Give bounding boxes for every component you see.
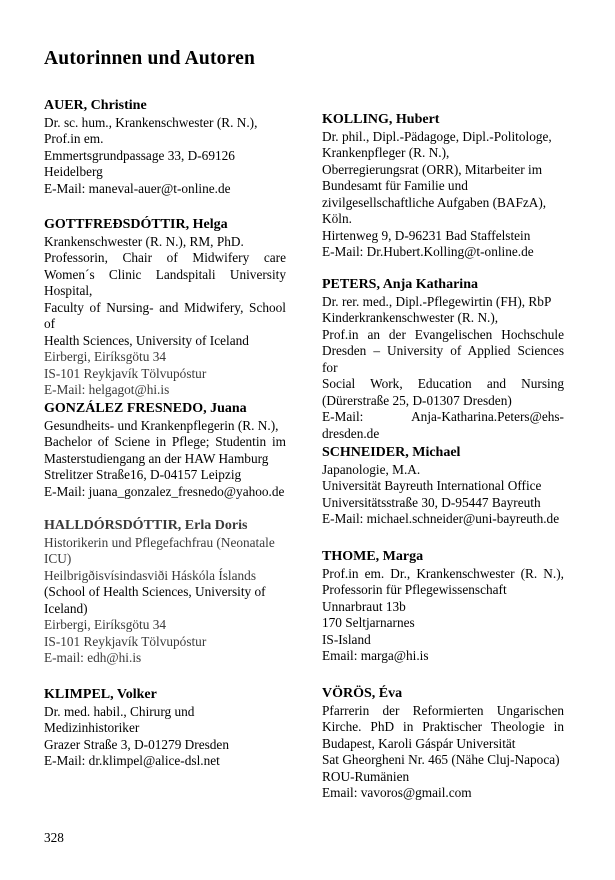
author-details xyxy=(322,294,564,443)
author-name: KLIMPEL, Volker xyxy=(44,687,157,702)
author-detail-line: Strelitzer Straße16, D-04157 Leipzig xyxy=(44,467,242,482)
author-name: HALLDÓRSDÓTTIR, Erla Doris xyxy=(44,518,248,533)
author-detail-line: E-Mail: maneval-auer@t-online.de xyxy=(44,180,231,196)
author-detail-line: Universität Bayreuth International Office xyxy=(322,478,542,493)
author-detail-line: Emmertsgrundpassage 33, D-69126 xyxy=(44,147,235,163)
author-detail-line: Heilbrigðisvísindasviði Háskóla Íslands xyxy=(44,567,256,583)
author-entry xyxy=(44,217,286,399)
author-detail-line: Köln. xyxy=(322,211,352,226)
author-details xyxy=(44,418,286,501)
author-detail-line: Budapest, Karoli Gáspár Universität xyxy=(322,735,516,751)
author-detail-line: Prof.in em. xyxy=(44,131,104,146)
author-detail-line: E-Mail: dr.klimpel@alice-dsl.net xyxy=(44,753,220,768)
author-details xyxy=(322,129,564,261)
author-details xyxy=(44,234,286,399)
author-detail-line: Kirche. PhD in Praktischer Theologie in xyxy=(322,719,564,734)
author-detail-line: Eirbergi, Eiríksgötu 34 xyxy=(44,617,166,632)
author-detail-line: Eirbergi, Eiríksgötu 34 xyxy=(44,349,166,364)
author-detail-line: E-Mail: Dr.Hubert.Kolling@t-online.de xyxy=(322,244,534,259)
author-detail-line: Oberregierungsrat (ORR), Mitarbeiter im xyxy=(322,161,543,177)
author-detail-line: Sat Gheorgheni Nr. 465 (Nähe Cluj-Napoca) xyxy=(322,752,560,767)
author-details xyxy=(44,115,286,198)
author-details xyxy=(322,703,564,802)
page-number: 328 xyxy=(44,830,64,845)
author-details xyxy=(322,566,564,665)
author-detail-line: Dresden – University of Applied Sciences for xyxy=(322,343,564,375)
author-detail-line: Dr. sc. hum., Krankenschwester (R. N.), xyxy=(44,114,258,130)
author-detail-line: Historikerin und Pflegefachfrau (Neonatale xyxy=(44,534,275,550)
author-detail-line: Grazer Straße 3, D-01279 Dresden xyxy=(44,736,229,752)
author-detail-line: ROU-Rumänien xyxy=(322,768,410,784)
author-entry xyxy=(44,401,286,500)
author-entry xyxy=(322,549,564,665)
author-detail-line: zivilgesellschaftliche Aufgaben (BAFzA), xyxy=(322,194,547,210)
author-name: VÖRÖS, Éva xyxy=(322,686,403,701)
author-detail-line: Dr. phil., Dipl.-Pädagoge, Dipl.-Politologe, xyxy=(322,128,552,144)
author-detail-line: Japanologie, M.A. xyxy=(322,461,421,477)
author-name: GOTTFREÐSDÓTTIR, Helga xyxy=(44,217,228,232)
author-entry xyxy=(44,98,286,197)
author-detail-line: Hirtenweg 9, D-96231 Bad Staffelstein xyxy=(322,227,531,243)
author-detail-line: Email: vavoros@gmail.com xyxy=(322,785,472,800)
author-name: THOME, Marga xyxy=(322,549,424,564)
author-name: KOLLING, Hubert xyxy=(322,112,440,127)
author-detail-line: Social Work, Education and Nursing xyxy=(322,376,564,391)
author-name: SCHNEIDER, Michael xyxy=(322,445,461,460)
author-detail-line: IS-101 Reykjavík Tölvupóstur xyxy=(44,365,207,381)
author-detail-line: Prof.in an der Evangelischen Hochschule xyxy=(322,326,564,342)
author-name: PETERS, Anja Katharina xyxy=(322,277,478,292)
author-detail-line: Women´s Clinic Landspitali University xyxy=(44,266,286,282)
author-detail-line: 170 Seltjarnarnes xyxy=(322,615,415,630)
author-detail-line: Krankenschwester (R. N.), RM, PhD. xyxy=(44,233,244,249)
author-detail-line: Masterstudiengang an der HAW Hamburg xyxy=(44,450,269,466)
author-detail-line: Bachelor of Sciene in Pflege; Studentin im xyxy=(44,434,286,449)
author-entry xyxy=(44,518,286,667)
author-detail-line: E-Mail: helgagot@hi.is xyxy=(44,382,170,397)
author-detail-line: Unnarbraut 13b xyxy=(322,598,406,614)
author-detail-line: IS-Island xyxy=(322,631,371,647)
author-detail-line: Pfarrerin der Reformierten Ungarischen xyxy=(322,702,564,718)
author-detail-line: Kinderkrankenschwester (R. N.), xyxy=(322,310,499,325)
author-detail-line: dresden.de xyxy=(322,425,380,441)
author-details xyxy=(44,535,286,667)
author-detail-line: Prof.in em. Dr., Krankenschwester (R. N.), xyxy=(322,565,564,581)
author-detail-line: Faculty of Nursing- and Midwifery, School of xyxy=(44,299,286,331)
author-entry xyxy=(322,445,564,528)
author-detail-line: Iceland) xyxy=(44,600,88,616)
author-details xyxy=(44,704,286,770)
author-detail-line: Krankenpfleger (R. N.), xyxy=(322,145,450,160)
author-name: AUER, Christine xyxy=(44,98,147,113)
author-detail-line: ICU) xyxy=(44,551,72,566)
author-name: GONZÁLEZ FRESNEDO, Juana xyxy=(44,401,247,416)
author-detail-line: E-Mail: Anja-Katharina.Peters@ehs- xyxy=(322,409,564,424)
author-detail-line: Medizinhistoriker xyxy=(44,720,140,735)
author-detail-line: Bundesamt für Familie und xyxy=(322,178,468,193)
author-detail-line: (School of Health Sciences, University of xyxy=(44,584,266,599)
author-entry xyxy=(322,277,564,442)
author-entry xyxy=(322,686,564,802)
author-detail-line: Professorin, Chair of Midwifery care xyxy=(44,250,286,265)
author-detail-line: Health Sciences, University of Iceland xyxy=(44,332,249,348)
author-details xyxy=(322,462,564,528)
author-detail-line: Universitätsstraße 30, D-95447 Bayreuth xyxy=(322,494,541,510)
author-detail-line: Dr. rer. med., Dipl.-Pflegewirtin (FH), RbP xyxy=(322,293,552,309)
author-detail-line: IS-101 Reykjavík Tölvupóstur xyxy=(44,633,207,649)
author-detail-line: E-Mail: juana_gonzalez_fresnedo@yahoo.de xyxy=(44,483,285,499)
author-detail-line: (Dürerstraße 25, D-01307 Dresden) xyxy=(322,392,512,408)
author-detail-line: Professorin für Pflegewissenschaft xyxy=(322,582,507,597)
author-detail-line: E-Mail: michael.schneider@uni-bayreuth.de xyxy=(322,511,560,526)
author-detail-line: Gesundheits- und Krankenpflegerin (R. N.), xyxy=(44,417,279,433)
author-entry xyxy=(322,112,564,261)
author-detail-line: Email: marga@hi.is xyxy=(322,648,429,663)
author-detail-line: Hospital, xyxy=(44,283,93,298)
author-detail-line: Heidelberg xyxy=(44,164,103,179)
author-detail-line: Dr. med. habil., Chirurg und xyxy=(44,703,195,719)
page-title: Autorinnen und Autoren xyxy=(44,48,256,69)
author-detail-line: E-mail: edh@hi.is xyxy=(44,650,142,665)
author-entry xyxy=(44,687,286,770)
